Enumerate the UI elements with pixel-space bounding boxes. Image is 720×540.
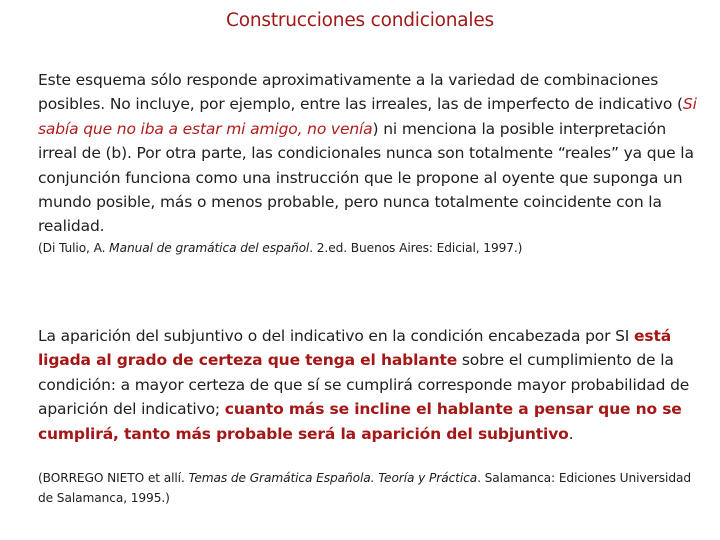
- paragraph2-part3: .: [568, 424, 574, 443]
- citation-borrego: [38, 468, 708, 508]
- slide-title: Construcciones condicionales: [226, 10, 494, 31]
- citation2-after: . Salamanca: Ediciones Universidad de Salamanca, 1995.): [38, 471, 691, 505]
- paragraph-di-tulio: [38, 68, 708, 239]
- paragraph1-example: Si sabía que no iba a estar mi amigo, no venía: [38, 95, 697, 138]
- paragraph2-part1: La aparición del subjuntivo o del indicativo en la condición encabezada por SI: [38, 327, 635, 345]
- citation1-title: Manual de gramática del español: [109, 241, 310, 255]
- paragraph1-text-after: ) ni menciona la posible interpretación irreal de (b). Por otra parte, las condicionales nunca son totalmente “reales” ya que la conjunción funciona como una instrucción que le propone al oyente que suponga un mundo posible, más o menos probable, pero nunca totalmente coincidente con la realidad.: [38, 119, 694, 236]
- citation2-before: (BORREGO NIETO et allí.: [38, 471, 189, 485]
- citation2-title: Temas de Gramática Española. Teoría y Práctica: [188, 471, 478, 485]
- citation1-after: . 2.ed. Buenos Aires: Edicial, 1997.): [309, 241, 523, 255]
- citation1-before: (Di Tulio, A.: [38, 241, 110, 255]
- paragraph-borrego: [38, 324, 708, 446]
- paragraph2-emphasis1: está ligada al grado de certeza que tenga el hablante: [38, 327, 672, 370]
- paragraph2-part2: sobre el cumplimiento de la condición: a mayor certeza de que sí se cumplirá corresponde mayor probabilidad de aparición del indicativo;: [38, 351, 690, 419]
- citation-di-tulio: [38, 238, 708, 258]
- paragraph1-text-before: Este esquema sólo responde aproximativamente a la variedad de combinaciones posibles. No incluye, por ejemplo, entre las irreales, las de imperfecto de indicativo (: [38, 71, 683, 114]
- paragraph2-emphasis2: cuanto más se incline el hablante a pensar que no se cumplirá, tanto más probable será la aparición del subjuntivo: [38, 400, 682, 443]
